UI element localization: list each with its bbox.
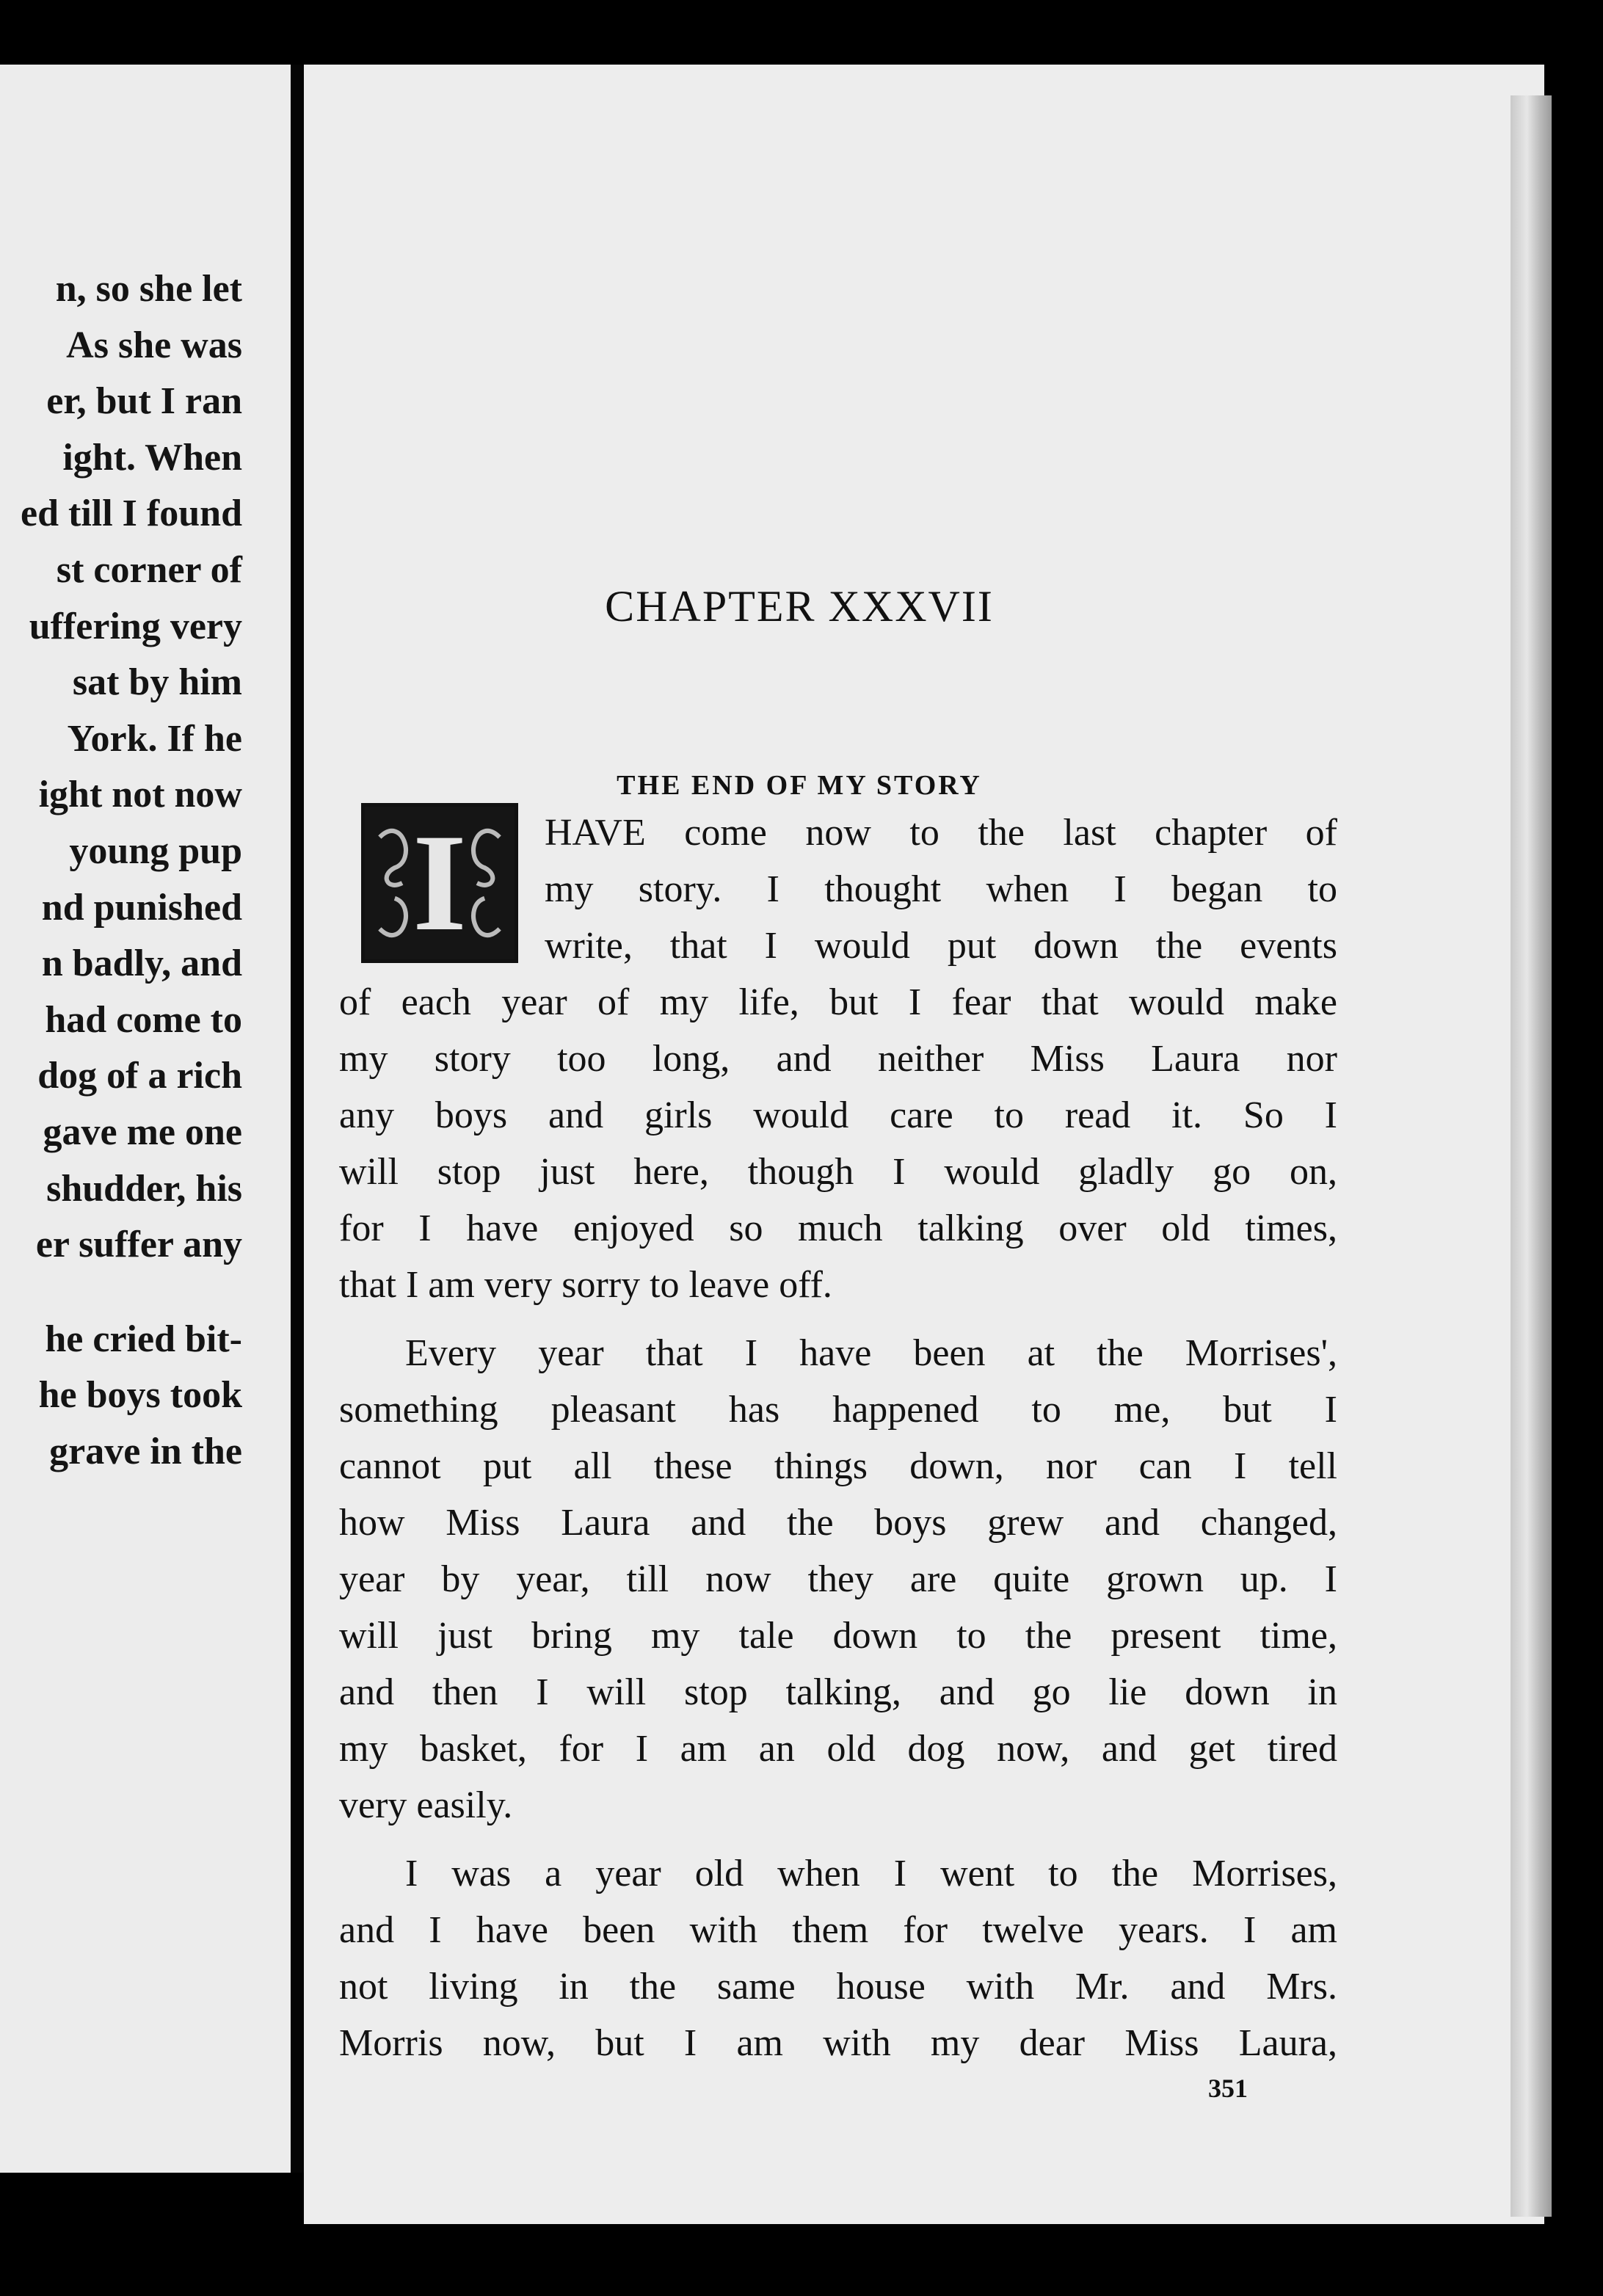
text-line: my story. I thought when I began to <box>545 868 1337 910</box>
left-page <box>0 65 291 2173</box>
left-line: er, but I ran <box>46 380 242 423</box>
left-line: ight. When <box>62 436 242 479</box>
left-line: n, so she let <box>55 268 242 310</box>
text-line: write, that I would put down the events <box>545 925 1337 967</box>
text-line: HAVE come now to the last chapter of <box>545 812 1337 854</box>
paragraph-gap <box>339 1313 1337 1325</box>
text-line: of each year of my life, but I fear that would make <box>339 981 1337 1023</box>
paragraph-gap <box>339 1834 1337 1845</box>
text-line: that I am very sorry to leave off. <box>339 1264 832 1306</box>
left-line: shudder, his <box>46 1167 242 1210</box>
book-gutter <box>291 65 304 2173</box>
left-line: he boys took <box>38 1374 242 1417</box>
left-line: n badly, and <box>41 942 242 985</box>
text-line: Every year that I have been at the Morrises', <box>405 1332 1337 1374</box>
text-line: not living in the same house with Mr. and Mrs. <box>339 1966 1337 2008</box>
paragraph-gap <box>0 1274 242 1312</box>
left-line: he cried bit- <box>45 1318 242 1360</box>
page-number: 351 <box>1208 2074 1248 2103</box>
text-line: my story too long, and neither Miss Laura nor <box>339 1038 1337 1080</box>
left-line: ight not now <box>38 774 242 816</box>
chapter-body <box>339 804 1337 2071</box>
paragraph <box>339 804 1337 1313</box>
left-line: As she was <box>66 324 242 366</box>
text-line: I was a year old when I went to the Morrises, <box>405 1853 1337 1894</box>
left-line: st corner of <box>56 548 242 591</box>
text-line: will stop just here, though I would gladly go on, <box>339 1151 1337 1193</box>
text-line: and then I will stop talking, and go lie down in <box>339 1671 1337 1713</box>
text-line: cannot put all these things down, nor can I tell <box>339 1445 1337 1487</box>
left-line: uffering very <box>29 605 242 647</box>
text-line: year by year, till now they are quite grown up. I <box>339 1558 1337 1600</box>
chapter-title: CHAPTER XXXVII <box>605 582 994 631</box>
text-line: and I have been with them for twelve years. I am <box>339 1909 1337 1951</box>
left-line: had come to <box>45 998 242 1041</box>
text-line: how Miss Laura and the boys grew and changed, <box>339 1502 1337 1544</box>
paragraph <box>339 1325 1337 1834</box>
left-line: grave in the <box>49 1430 242 1472</box>
text-line: Morris now, but I am with my dear Miss Laura, <box>339 2022 1337 2064</box>
drop-cap-letter: I <box>412 806 467 960</box>
left-line: nd punished <box>41 886 242 929</box>
left-line: young pup <box>69 829 242 872</box>
left-line: ed till I found <box>21 493 242 535</box>
left-line: sat by him <box>72 661 242 704</box>
text-line: very easily. <box>339 1784 513 1826</box>
chapter-subtitle: THE END OF MY STORY <box>617 770 982 801</box>
text-line: my basket, for I am an old dog now, and get tired <box>339 1728 1337 1770</box>
left-line: er suffer any <box>35 1224 242 1266</box>
text-line: any boys and girls would care to read it. So I <box>339 1094 1337 1136</box>
left-line: gave me one <box>43 1111 242 1153</box>
text-line: something pleasant has happened to me, but I <box>339 1389 1337 1431</box>
text-line: for I have enjoyed so much talking over old times, <box>339 1207 1337 1249</box>
page-edge <box>1511 95 1552 2217</box>
left-page-text <box>0 261 242 1480</box>
text-line: will just bring my tale down to the present time, <box>339 1615 1337 1657</box>
left-line: York. If he <box>67 717 242 760</box>
paragraph <box>339 1845 1337 2071</box>
left-line: dog of a rich <box>37 1055 242 1097</box>
